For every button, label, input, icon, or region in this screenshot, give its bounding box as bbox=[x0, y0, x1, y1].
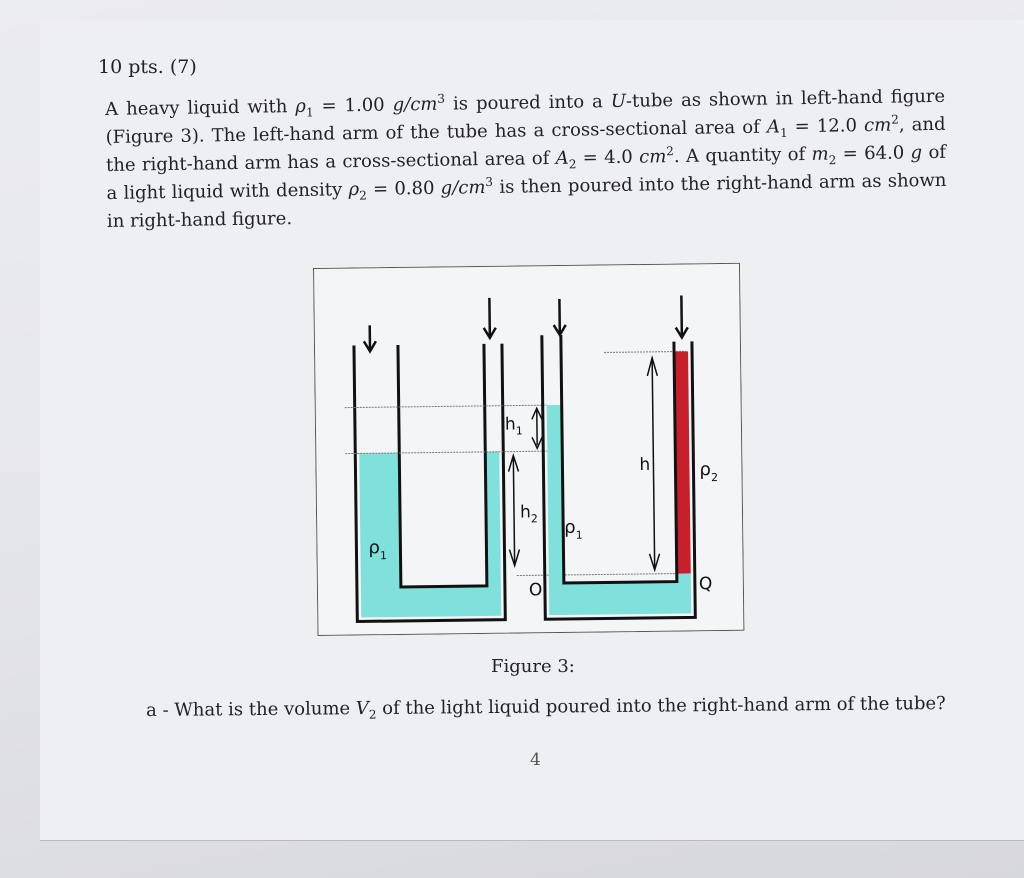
h2-label: $h_2$ bbox=[519, 502, 538, 526]
h1-label: $h_1$ bbox=[504, 414, 523, 438]
question-a: a - What is the volume $V_2$ of the light liquid poured into the right-hand arm of the tube? bbox=[146, 693, 946, 722]
rho1-label-right: $\rho_1$ bbox=[564, 516, 583, 542]
problem-statement: A heavy liquid with $\rho_1 = 1.00$ $g/cm^3$ is poured into a U-tube as shown in left-hand figure (Figure 3). The left-hand arm of the tube has a cross-sectional area of $A_1 = 12.0$ $cm^2$, and the right-hand arm has a cross-sectional area of $A_2 = 4.0$ $cm^2$. A quantity of $m_2 = 64.0$ g of a light liquid with density $\rho_2 = 0.80$ $g/cm^3$ is then poured into the right-hand arm as shown in right-hand figure. bbox=[105, 85, 947, 232]
point-Q-label: Q bbox=[698, 574, 713, 595]
page-number: 4 bbox=[530, 750, 541, 770]
h-label: h bbox=[639, 454, 651, 476]
rho2-label: $\rho_2$ bbox=[699, 459, 719, 485]
rho1-label-left: $\rho_1$ bbox=[368, 537, 388, 563]
points-header: 10 pts. (7) bbox=[98, 56, 197, 78]
figure-caption: Figure 3: bbox=[491, 656, 575, 677]
u-tube-figure bbox=[313, 263, 744, 636]
point-O-label: O bbox=[528, 580, 543, 601]
